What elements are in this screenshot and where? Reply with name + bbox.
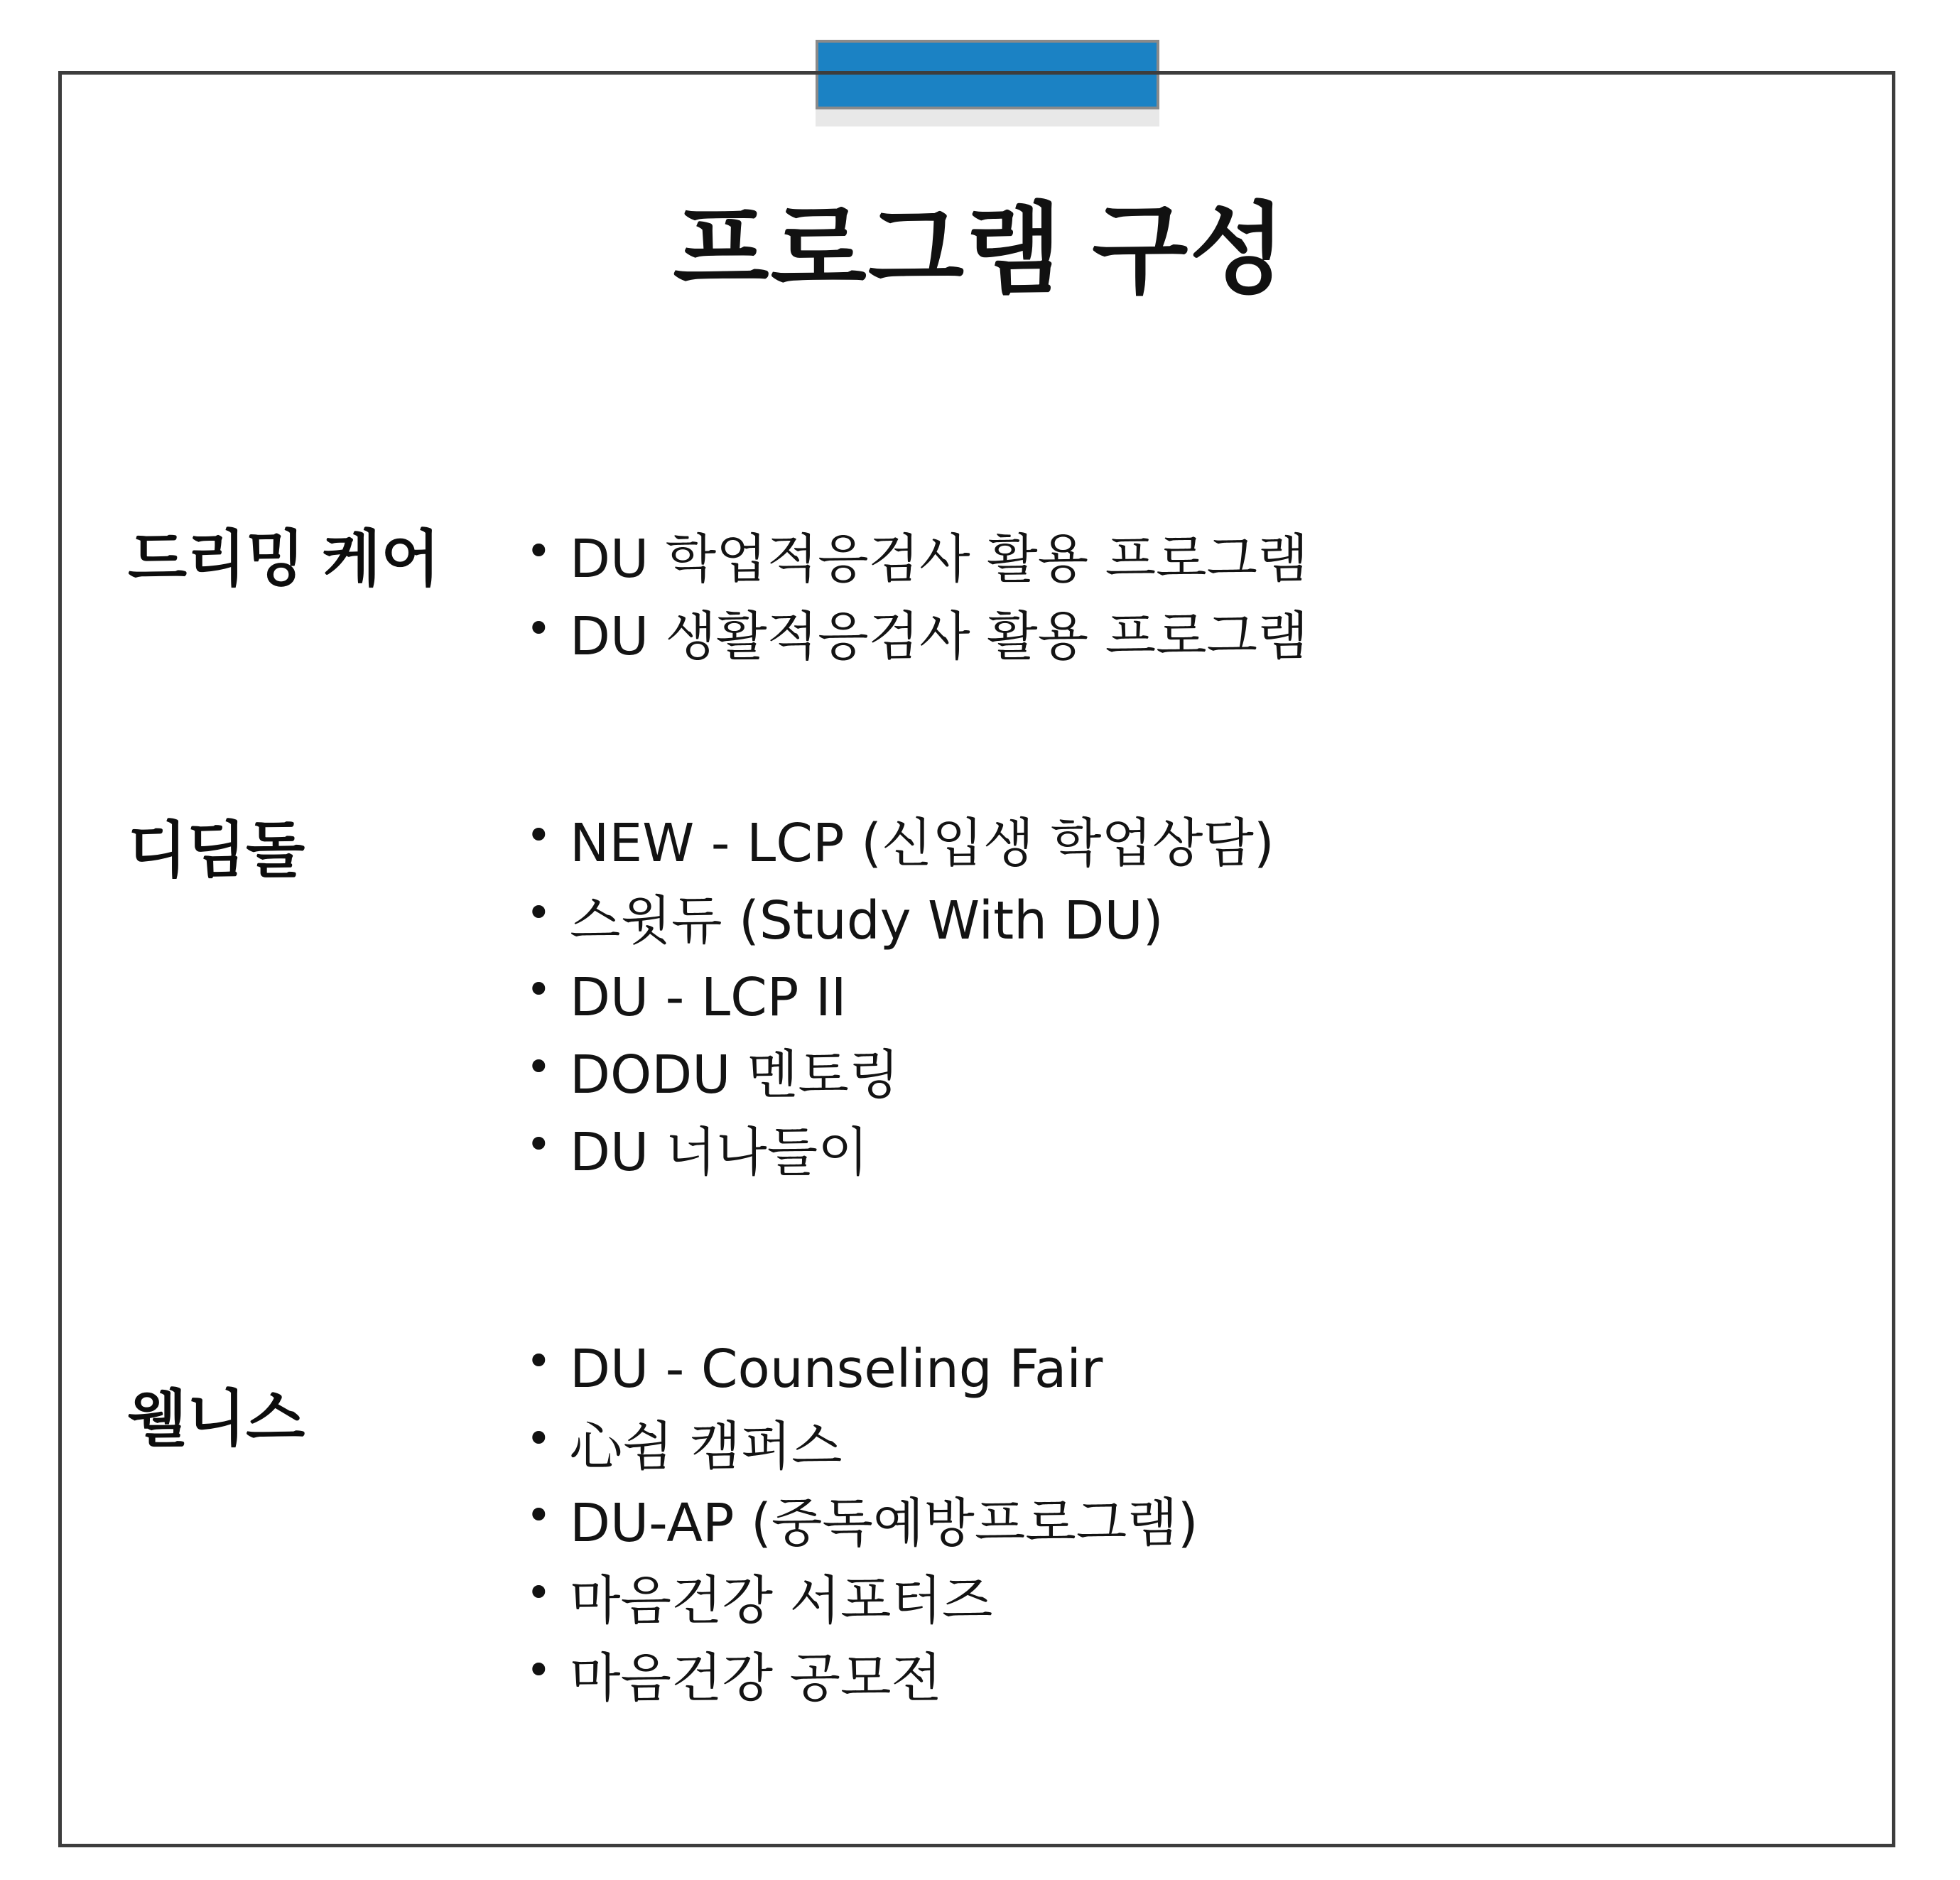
bullet-icon: •: [526, 525, 552, 577]
list-item: [526, 1567, 1833, 1635]
bullet-icon: •: [526, 1643, 552, 1696]
list-item: [526, 526, 1833, 593]
section-label-dreaming-care: 드리밍 케어: [128, 525, 440, 593]
section-dreaming-care: [128, 526, 1833, 680]
list-item: [526, 1490, 1833, 1557]
list-item: [526, 1119, 1833, 1187]
page-title: 프로그램 구성: [673, 194, 1287, 306]
list-item: [526, 964, 1833, 1032]
list-item-label: DU 학업적응검사 활용 프로그램: [570, 529, 1309, 590]
section-list-didimdol: [526, 810, 1833, 1196]
bullet-icon: •: [526, 963, 552, 1016]
list-item: [526, 603, 1833, 671]
bullet-icon: •: [526, 886, 552, 939]
bullet-icon: •: [526, 1567, 552, 1619]
list-item-label: 스윗듀 (Study With DU): [570, 890, 1164, 951]
section-didimdol: [128, 810, 1833, 1196]
list-item: [526, 810, 1833, 877]
bullet-icon: •: [526, 1041, 552, 1093]
section-wellness: [128, 1336, 1833, 1722]
list-item: [526, 1336, 1833, 1403]
list-item-label: DU 너나들이: [570, 1121, 869, 1183]
list-item-label: DU - LCP II: [570, 967, 847, 1029]
list-item-label: DU - Counseling Fair: [570, 1339, 1103, 1400]
bullet-icon: •: [526, 1412, 552, 1464]
section-list-wellness: [526, 1336, 1833, 1722]
bullet-icon: •: [526, 1489, 552, 1542]
list-item-label: DU 생활적응검사 활용 프로그램: [570, 605, 1309, 667]
bullet-icon: •: [526, 602, 552, 654]
section-label-wellness: 웰니스: [128, 1385, 305, 1453]
list-item: [526, 1413, 1833, 1481]
list-item-label: DU-AP (중독예방프로그램): [570, 1493, 1198, 1555]
list-item: [526, 1042, 1833, 1109]
list-item-label: NEW - LCP (신입생 학업상담): [570, 813, 1274, 874]
bullet-icon: •: [526, 1335, 552, 1387]
section-label-didimdol: 디딤돌: [128, 816, 305, 885]
list-item-label: 心쉼 캠퍼스: [570, 1415, 843, 1477]
list-item-label: DODU 멘토링: [570, 1044, 900, 1106]
list-item: [526, 887, 1833, 955]
bullet-icon: •: [526, 1118, 552, 1170]
list-item-label: 마음건강 서포터즈: [570, 1570, 993, 1632]
list-item: [526, 1645, 1833, 1712]
list-item-label: 마음건강 공모전: [570, 1647, 942, 1709]
section-list-dreaming-care: [526, 526, 1833, 680]
bullet-icon: •: [526, 809, 552, 861]
